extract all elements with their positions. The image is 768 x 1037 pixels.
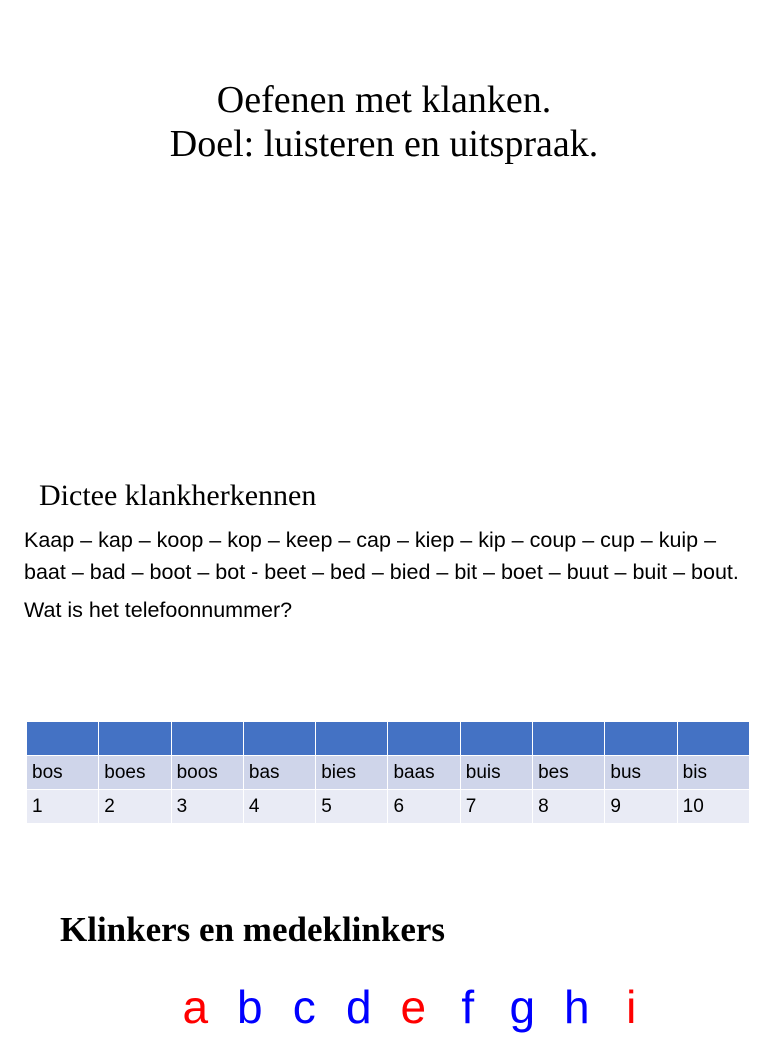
table-cell-number: 4 — [244, 790, 315, 823]
table-header-cell — [605, 722, 676, 755]
table-cell-number: 2 — [99, 790, 170, 823]
table-cell-number: 6 — [388, 790, 459, 823]
word-number-table — [26, 721, 750, 824]
table-cell-number: 9 — [605, 790, 676, 823]
table-cell-number: 10 — [678, 790, 749, 823]
table-header-cell — [172, 722, 243, 755]
title-line-2: Doel: luisteren en uitspraak. — [169, 123, 599, 165]
alphabet-letters — [168, 977, 659, 1037]
table-cell-word: bies — [316, 756, 387, 789]
title-line-1: Oefenen met klanken. — [216, 79, 552, 121]
table-cell-word: bus — [605, 756, 676, 789]
table-cell-word: bis — [678, 756, 749, 789]
alphabet-letter: h — [563, 981, 590, 1033]
table-cell-word: boos — [172, 756, 243, 789]
table-row-numbers — [27, 790, 749, 823]
klinkers-heading: Klinkers en medeklinkers — [60, 910, 446, 949]
dictee-heading: Dictee klankherkennen — [39, 479, 317, 512]
table-cell-word: bas — [244, 756, 315, 789]
table-header-cell — [244, 722, 315, 755]
table-header-cell — [461, 722, 532, 755]
table-header-cell — [316, 722, 387, 755]
alphabet-letter: f — [461, 981, 475, 1033]
alphabet-letter: i — [626, 981, 637, 1033]
table-header-cell — [388, 722, 459, 755]
alphabet-letter: b — [236, 981, 263, 1033]
table-cell-word: baas — [388, 756, 459, 789]
table-header-cell — [678, 722, 749, 755]
table-cell-number: 5 — [316, 790, 387, 823]
table-cell-word: boes — [99, 756, 170, 789]
dictee-body — [24, 525, 754, 627]
alphabet-letter: c — [292, 981, 316, 1033]
table-cell-word: bes — [533, 756, 604, 789]
table-cell-number: 1 — [27, 790, 98, 823]
table-cell-number: 3 — [172, 790, 243, 823]
table-cell-word: bos — [27, 756, 98, 789]
table-cell-word: buis — [461, 756, 532, 789]
table-row-words — [27, 756, 749, 789]
table-header-cell — [27, 722, 98, 755]
table-cell-number: 8 — [533, 790, 604, 823]
alphabet-letter: e — [400, 981, 427, 1033]
alphabet-letter: g — [509, 981, 536, 1033]
table-header-cell — [99, 722, 170, 755]
table-header-cell — [533, 722, 604, 755]
table-header-row — [27, 722, 749, 755]
page-title — [0, 78, 768, 166]
dictee-question: Wat is het telefoonnummer? — [24, 598, 293, 622]
alphabet-letter: d — [345, 981, 372, 1033]
table-cell-number: 7 — [461, 790, 532, 823]
alphabet-letter: a — [182, 981, 209, 1033]
dictee-words: Kaap – kap – koop – kop – keep – cap – kiep – kip – coup – cup – kuip – baat – bad – boot – bot - beet – bed – bied – bit – boet – buut – buit – bout. — [24, 528, 739, 584]
